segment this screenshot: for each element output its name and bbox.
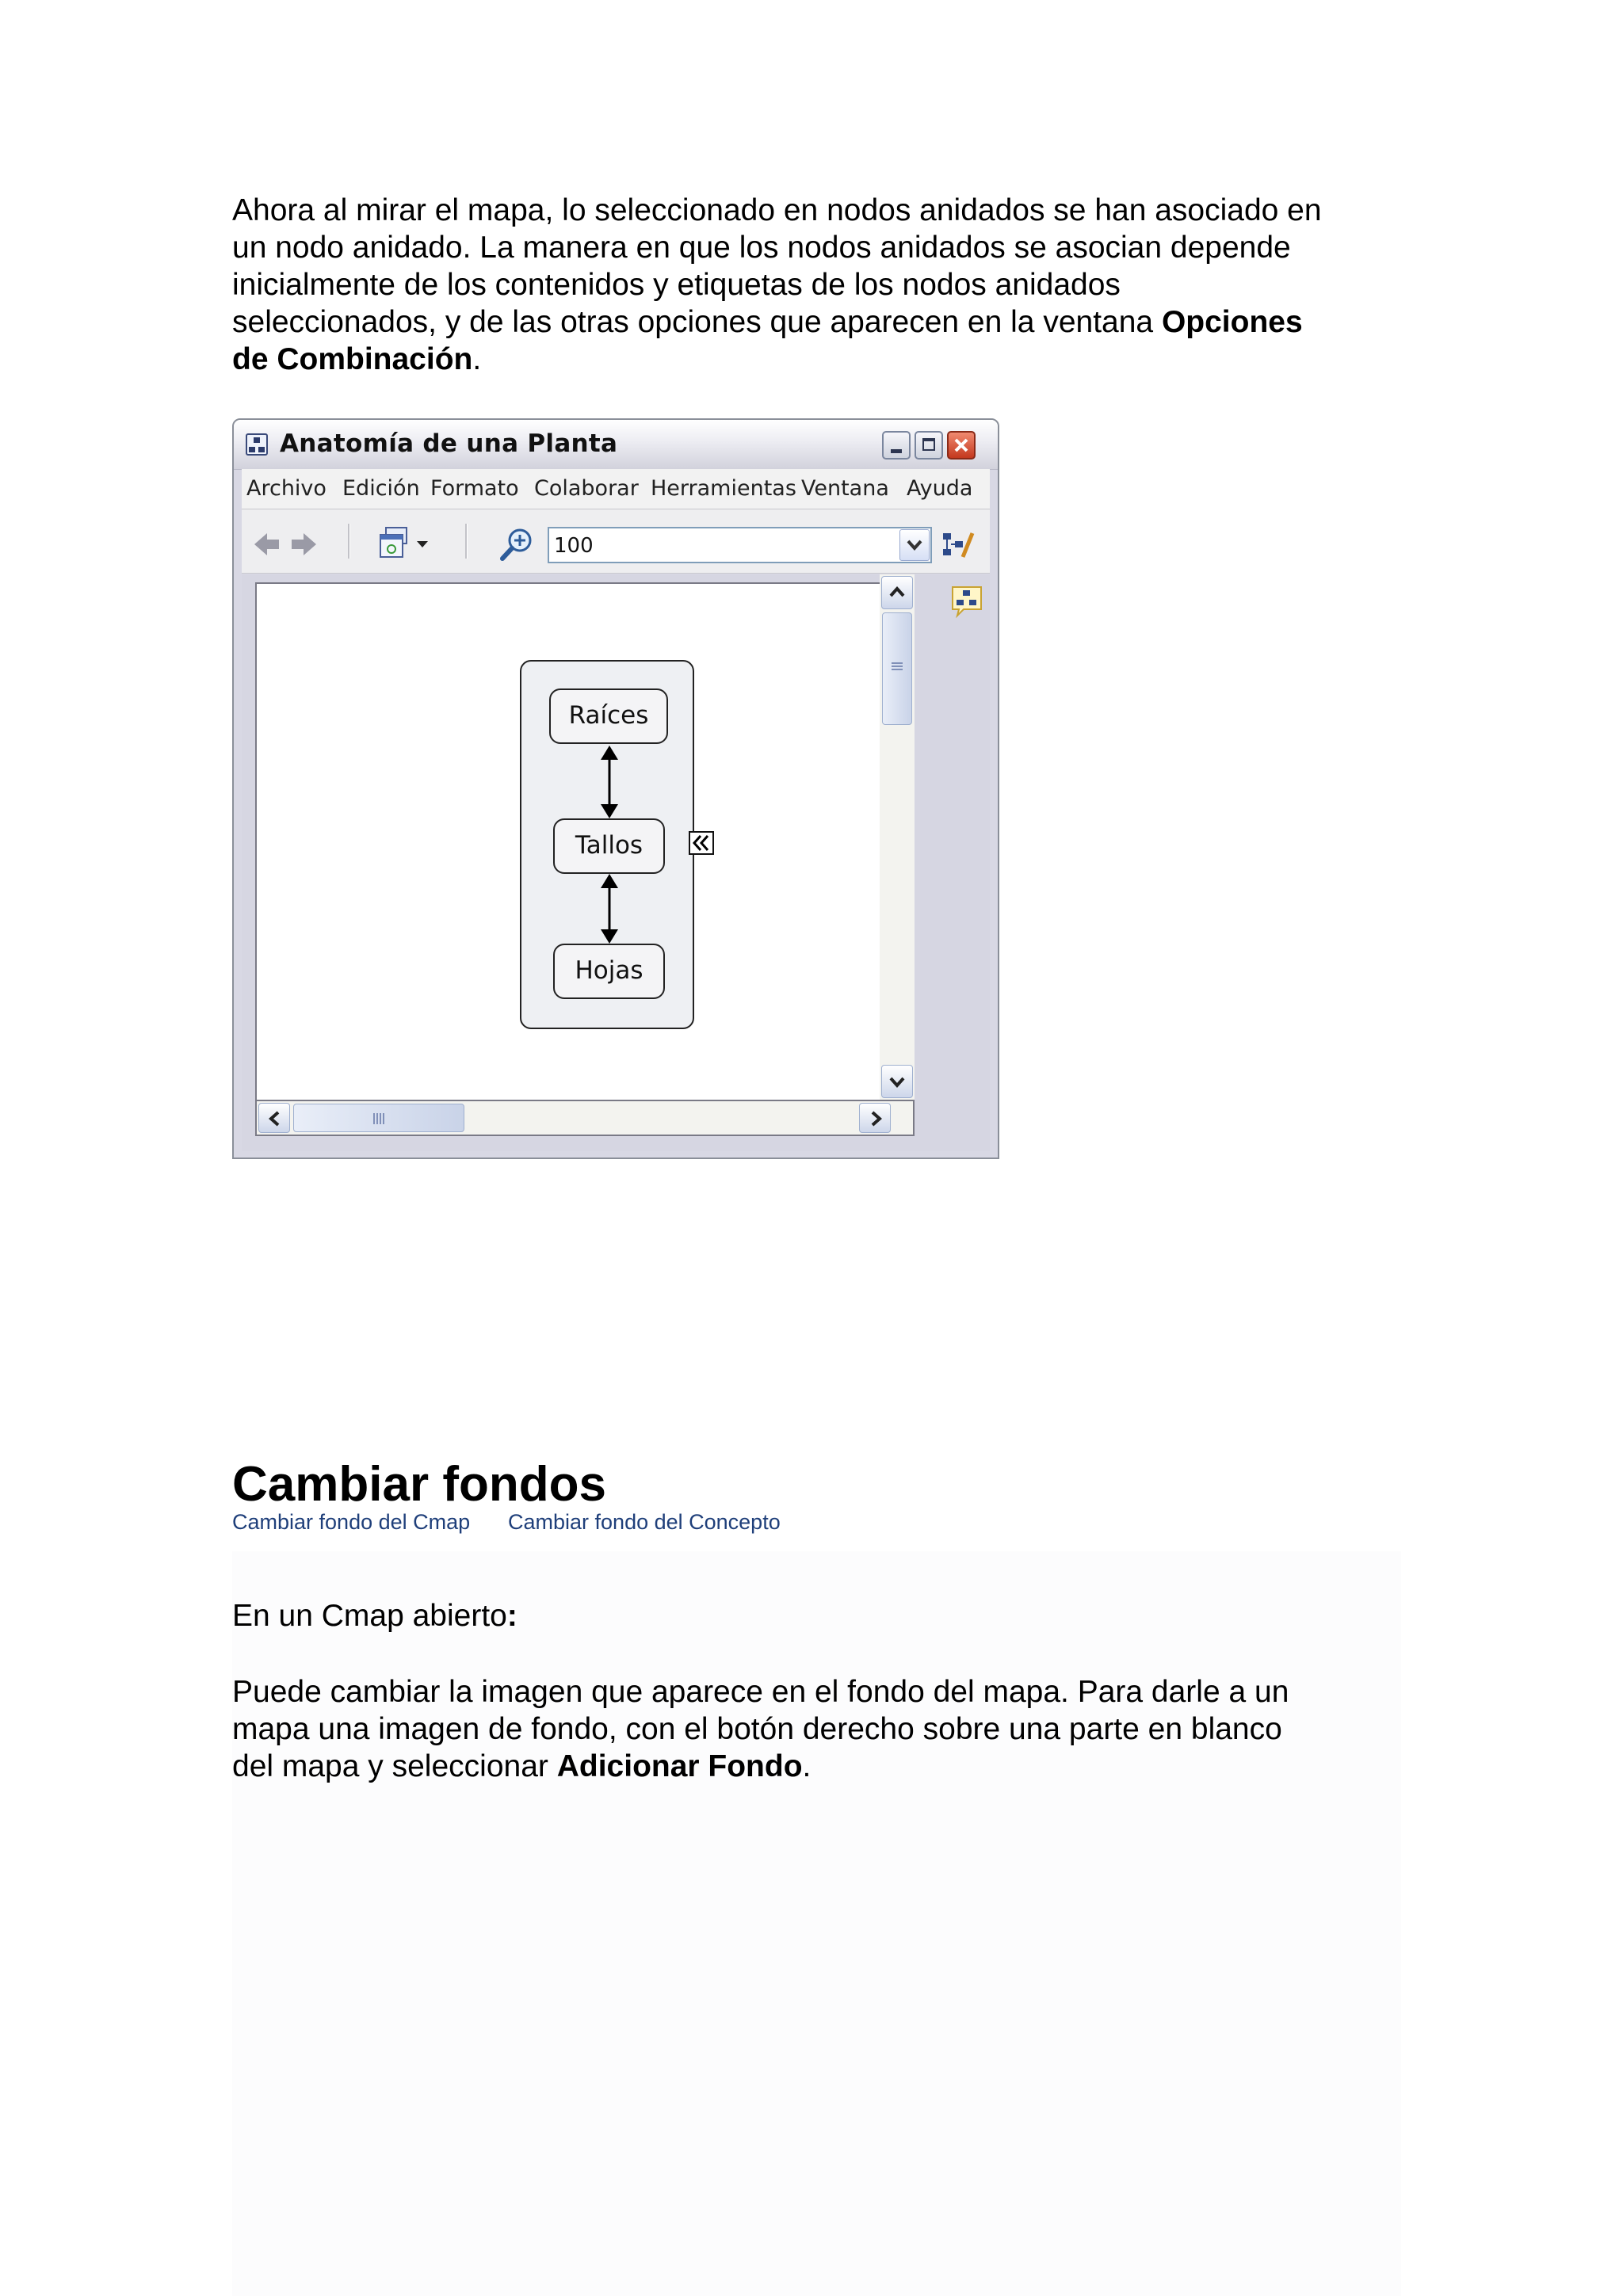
p1-text: En un Cmap abierto — [232, 1599, 507, 1633]
menu-herramientas[interactable]: Herramientas — [651, 476, 796, 501]
link-cambiar-fondo-cmap[interactable]: Cambiar fondo del Cmap — [232, 1510, 471, 1534]
p2-line-2: mapa una imagen de fondo, con el botón derecho sobre una parte en blanco — [232, 1712, 1282, 1746]
menu-ayuda[interactable]: Ayuda — [907, 476, 973, 501]
maximize-button[interactable] — [915, 431, 943, 460]
minimize-button[interactable] — [882, 431, 911, 460]
intro-line-3: inicialmente de los contenidos y etiquetas de los nodos anidados — [232, 268, 1121, 302]
p2-line-3: del mapa y seleccionar — [232, 1749, 557, 1783]
menu-bar — [242, 469, 990, 509]
chevron-up-icon — [889, 585, 905, 598]
section-title: Cambiar fondos — [232, 1457, 606, 1512]
toolbar — [242, 509, 990, 574]
maximize-icon — [922, 438, 935, 451]
link-cambiar-fondo-concepto[interactable]: Cambiar fondo del Concepto — [508, 1510, 781, 1534]
zoom-icon[interactable] — [498, 527, 535, 563]
intro-line-4: seleccionados, y de las otras opciones que aparecen en la ventana — [232, 305, 1162, 339]
zoom-value: 100 — [554, 534, 594, 558]
vertical-scrollbar[interactable] — [880, 574, 915, 1101]
double-arrow-icon — [598, 874, 621, 944]
p2-bold-adicionar-fondo: Adicionar Fondo — [556, 1749, 803, 1783]
scroll-right-button[interactable] — [859, 1103, 891, 1133]
scroll-down-button[interactable] — [881, 1065, 913, 1098]
zoom-combo[interactable] — [548, 527, 932, 563]
double-chevron-left-icon — [692, 834, 711, 852]
close-button[interactable] — [947, 431, 976, 460]
menu-archivo[interactable]: Archivo — [246, 476, 327, 501]
scroll-up-button[interactable] — [881, 576, 913, 609]
intro-end: . — [472, 342, 482, 376]
vertical-scroll-thumb[interactable] — [882, 612, 912, 725]
toolbar-separator — [348, 524, 350, 559]
double-arrow-icon — [598, 746, 621, 818]
chevron-down-icon — [889, 1076, 905, 1089]
edit-map-icon[interactable] — [941, 528, 976, 560]
section-paragraph-1 — [232, 1597, 1405, 1634]
window-title: Anatomía de una Planta — [280, 429, 618, 458]
concept-node-tallos[interactable]: Tallos — [553, 818, 665, 874]
cmap-window — [232, 418, 999, 1159]
section-paragraph-2 — [232, 1673, 1405, 1785]
title-bar[interactable] — [234, 420, 998, 470]
map-canvas[interactable] — [255, 582, 907, 1101]
p2-end: . — [802, 1749, 812, 1783]
minimize-icon — [891, 449, 902, 453]
concept-node-hojas[interactable]: Hojas — [553, 944, 665, 999]
view-window-icon[interactable] — [378, 525, 413, 560]
view-dropdown-icon[interactable] — [416, 540, 429, 549]
grip-icon — [891, 661, 903, 673]
intro-paragraph — [232, 192, 1405, 378]
close-icon — [953, 437, 969, 453]
views-panel-icon[interactable] — [949, 584, 984, 619]
intro-bold-combinacion: de Combinación — [232, 342, 473, 376]
menu-colaborar[interactable]: Colaborar — [534, 476, 639, 501]
menu-formato[interactable]: Formato — [430, 476, 519, 501]
concept-node-raices[interactable]: Raíces — [549, 688, 668, 744]
horizontal-scrollbar[interactable] — [255, 1100, 915, 1136]
intro-line-2: un nodo anidado. La manera en que los nodos anidados se asocian depende — [232, 231, 1291, 265]
zoom-dropdown-button[interactable] — [899, 529, 930, 561]
toolbar-separator — [465, 524, 468, 559]
chevron-right-icon — [870, 1111, 883, 1127]
chevron-left-icon — [268, 1111, 281, 1127]
menu-edicion[interactable]: Edición — [342, 476, 420, 501]
intro-line-1: Ahora al mirar el mapa, lo seleccionado en nodos anidados se han asociado en — [232, 193, 1322, 227]
p2-line-1: Puede cambiar la imagen que aparece en el fondo del mapa. Para darle a un — [232, 1675, 1289, 1709]
collapse-nested-button[interactable] — [689, 831, 714, 855]
grip-icon — [372, 1112, 386, 1125]
cmap-app-icon — [246, 433, 268, 456]
intro-bold-opciones: Opciones — [1161, 305, 1303, 339]
lower-background — [232, 1551, 1401, 2296]
menu-ventana[interactable]: Ventana — [801, 476, 889, 501]
map-area — [242, 574, 990, 1151]
scroll-left-button[interactable] — [258, 1103, 290, 1133]
p1-colon: : — [506, 1599, 517, 1633]
forward-arrow-icon[interactable] — [289, 530, 318, 559]
chevron-down-icon — [907, 538, 922, 552]
horizontal-scroll-thumb[interactable] — [293, 1104, 464, 1132]
back-arrow-icon[interactable] — [253, 530, 281, 559]
